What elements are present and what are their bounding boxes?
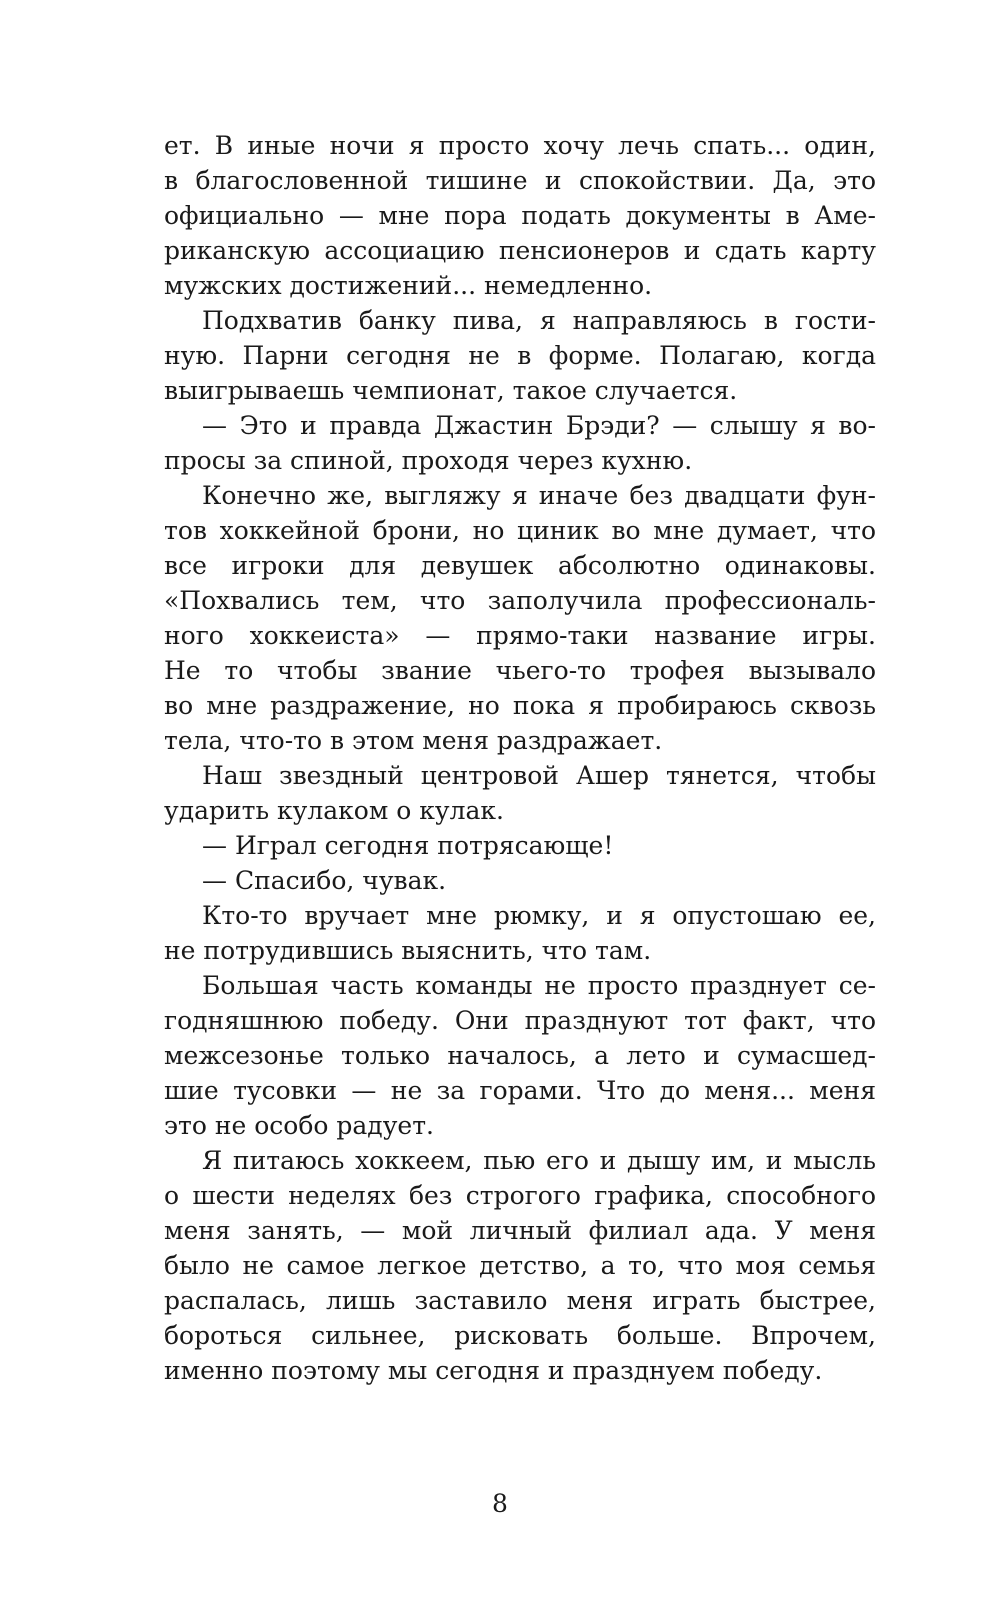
text-line: Не то чтобы звание чьего-то трофея вызывало <box>164 656 876 685</box>
text-line: Конечно же, выгляжу я иначе без двадцати фун- <box>202 481 876 510</box>
text-line: мужских достижений... немедленно. <box>164 271 653 300</box>
page-number: 8 <box>492 1489 508 1518</box>
text-line: это не особо радует. <box>164 1111 434 1140</box>
text-line: Подхватив банку пива, я направляюсь в гости- <box>202 306 876 335</box>
text-line: тов хоккейной брони, но циник во мне думает, что <box>164 516 876 545</box>
text-line: ного хоккеиста» — прямо-таки название игры. <box>164 621 876 650</box>
text-line: выигрываешь чемпионат, такое случается. <box>164 376 738 405</box>
text-line: было не самое легкое детство, а то, что моя семья <box>164 1251 876 1280</box>
text-line: межсезонье только началось, а лето и сумасшед- <box>164 1041 876 1070</box>
text-line: именно поэтому мы сегодня и празднуем победу. <box>164 1356 823 1385</box>
text-line: «Похвались тем, что заполучила профессиональ- <box>164 586 876 615</box>
text-line: бороться сильнее, рисковать больше. Впрочем, <box>164 1321 876 1350</box>
text-line: Большая часть команды не просто празднует се- <box>202 971 876 1000</box>
text-line: в благословенной тишине и спокойствии. Да, это <box>164 166 876 195</box>
text-line: о шести неделях без строгого графика, способного <box>164 1181 876 1210</box>
text-line: Кто-то вручает мне рюмку, и я опустошаю ее, <box>202 901 876 930</box>
text-line: тела, что-то в этом меня раздражает. <box>164 726 663 755</box>
text-line: — Спасибо, чувак. <box>202 866 447 895</box>
text-line: Наш звездный центровой Ашер тянется, чтобы <box>202 761 876 790</box>
text-line: распалась, лишь заставило меня играть быстрее, <box>164 1286 876 1315</box>
text-line: шие тусовки — не за горами. Что до меня... меня <box>164 1076 876 1105</box>
text-line: все игроки для девушек абсолютно одинаковы. <box>164 551 876 580</box>
text-line: годняшнюю победу. Они празднуют тот факт, что <box>164 1006 876 1035</box>
text-line: Я питаюсь хоккеем, пью его и дышу им, и мысль <box>202 1146 876 1175</box>
text-line: риканскую ассоциацию пенсионеров и сдать карту <box>164 236 876 265</box>
text-line: ную. Парни сегодня не в форме. Полагаю, когда <box>164 341 876 370</box>
body-text <box>164 128 876 1388</box>
text-line: просы за спиной, проходя через кухню. <box>164 446 693 475</box>
text-line: официально — мне пора подать документы в Аме- <box>164 201 876 230</box>
text-line: — Это и правда Джастин Брэди? — слышу я во- <box>202 411 876 440</box>
text-line: не потрудившись выяснить, что там. <box>164 936 652 965</box>
text-line: меня занять, — мой личный филиал ада. У меня <box>164 1216 876 1245</box>
text-line: во мне раздражение, но пока я пробираюсь сквозь <box>164 691 876 720</box>
text-line: — Играл сегодня потрясающе! <box>202 831 614 860</box>
text-line: ударить кулаком о кулак. <box>164 796 504 825</box>
text-line: ет. В иные ночи я просто хочу лечь спать... один, <box>164 131 876 160</box>
